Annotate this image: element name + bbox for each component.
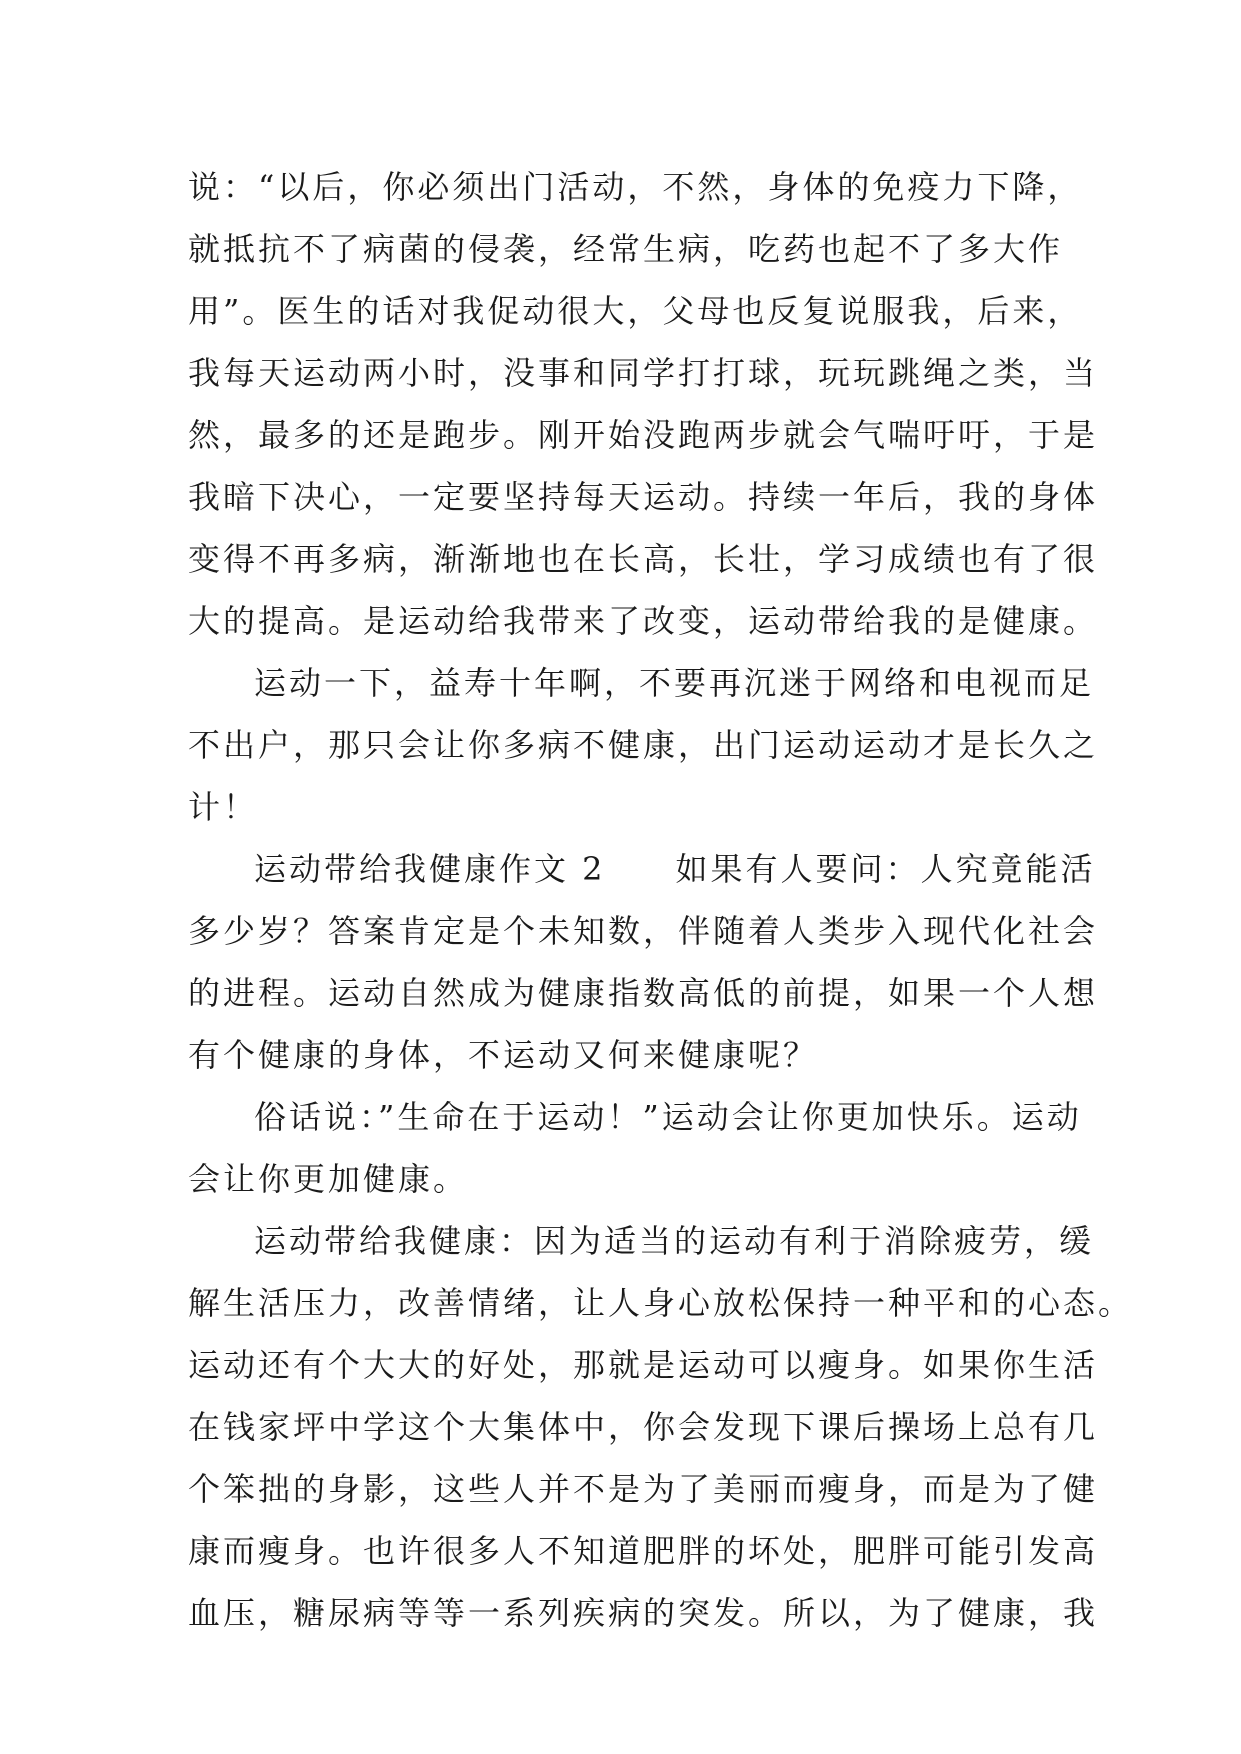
- text-line: 变得不再多病，渐渐地也在长高，长壮，学习成绩也有了很: [188, 540, 1099, 578]
- text-line: 运动带给我健康：因为适当的运动有利于消除疲劳，缓: [254, 1222, 1095, 1260]
- text-line: 计！: [188, 788, 259, 826]
- body-text: [188, 156, 1134, 1644]
- text-line: 会让你更加健康。: [188, 1160, 469, 1198]
- text-line: 运动带给我健康作文 2 如果有人要问：人究竟能活: [254, 850, 1096, 888]
- text-line: 有个健康的身体，不运动又何来健康呢？: [188, 1036, 819, 1074]
- text-line: 在钱家坪中学这个大集体中，你会发现下课后操场上总有几: [188, 1408, 1099, 1446]
- text-line: 不出户，那只会让你多病不健康，出门运动运动才是长久之: [188, 726, 1099, 764]
- text-line: 然，最多的还是跑步。刚开始没跑两步就会气喘吁吁，于是: [188, 416, 1099, 454]
- text-line: 我暗下决心，一定要坚持每天运动。持续一年后，我的身体: [188, 478, 1099, 516]
- text-line: 血压，糖尿病等等一系列疾病的突发。所以，为了健康，我: [188, 1594, 1099, 1632]
- text-line: 的进程。运动自然成为健康指数高低的前提，如果一个人想: [188, 974, 1099, 1012]
- text-line: 用”。医生的话对我促动很大，父母也反复说服我，后来，: [188, 292, 1083, 330]
- text-line: 大的提高。是运动给我带来了改变，运动带给我的是健康。: [188, 602, 1099, 640]
- text-line: 运动还有个大大的好处，那就是运动可以瘦身。如果你生活: [188, 1346, 1099, 1384]
- text-line: 运动一下，益寿十年啊，不要再沉迷于网络和电视而足: [254, 664, 1095, 702]
- text-line: 多少岁？答案肯定是个未知数，伴随着人类步入现代化社会: [188, 912, 1099, 950]
- text-line: 说：“以后，你必须出门活动，不然，身体的免疫力下降，: [188, 168, 1083, 206]
- text-line: 就抵抗不了病菌的侵袭，经常生病，吃药也起不了多大作: [188, 230, 1064, 268]
- text-line: 解生活压力，改善情绪，让人身心放松保持一种平和的心态。: [188, 1284, 1134, 1322]
- text-line: 康而瘦身。也许很多人不知道肥胖的坏处，肥胖可能引发高: [188, 1532, 1099, 1570]
- text-line: 个笨拙的身影，这些人并不是为了美丽而瘦身，而是为了健: [188, 1470, 1099, 1508]
- text-line: 我每天运动两小时，没事和同学打打球，玩玩跳绳之类，当: [188, 354, 1099, 392]
- text-line: 俗话说：”生命在于运动！”运动会让你更加快乐。运动: [254, 1098, 1082, 1136]
